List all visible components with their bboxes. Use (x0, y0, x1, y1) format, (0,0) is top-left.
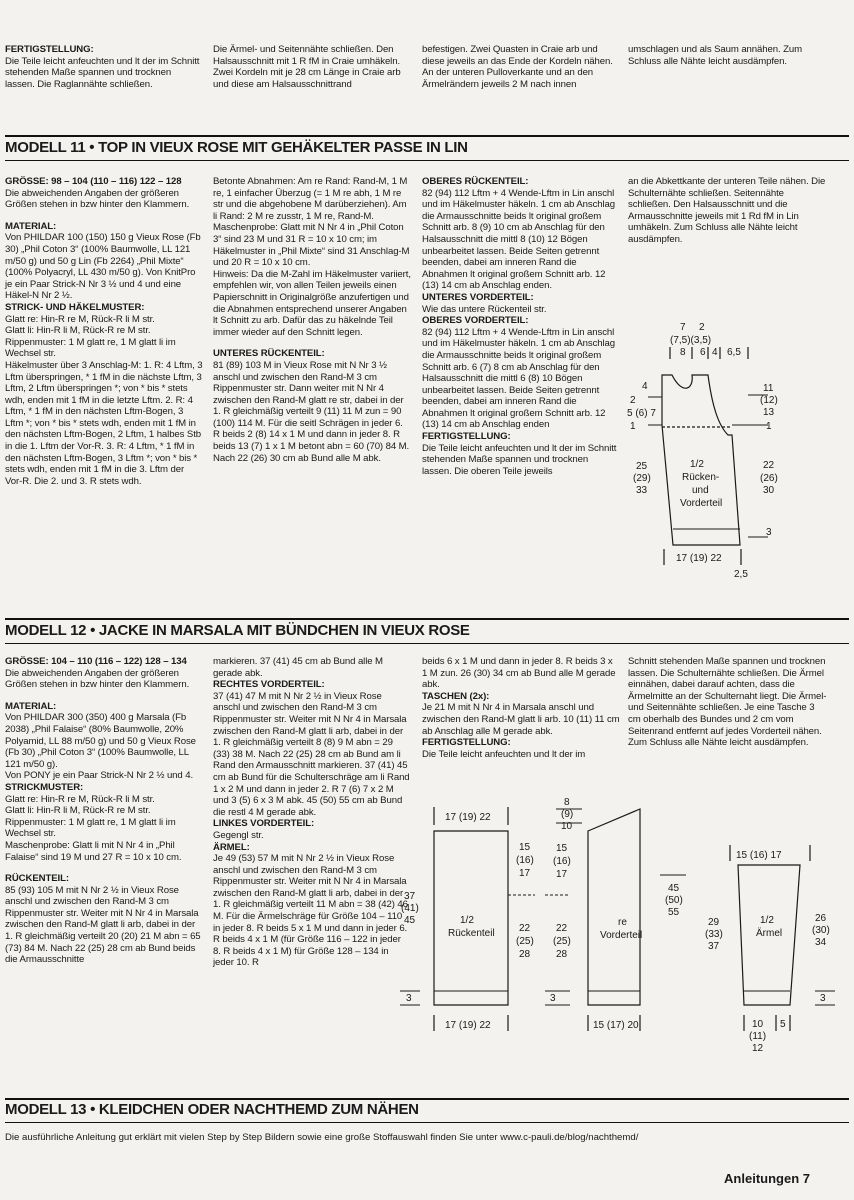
m12-col-3 (422, 656, 620, 760)
m11-left-2: 2 (630, 395, 636, 406)
intro-col-3 (422, 44, 618, 90)
m12-front-top-9: (9) (561, 809, 574, 820)
m11-top-75: (7,5)(3,5) (670, 335, 712, 346)
m11-col1-paragraph: Rippenmuster: 1 M glatt re, 1 M glatt li im Wechsel str. (5, 336, 176, 360)
m12-col-1 (5, 656, 203, 966)
m11-col3-heading: FERTIGSTELLUNG: (422, 431, 511, 443)
m12-col1-paragraph: Die abweichenden Angaben der größeren Größen stehen in bzw hinter den Klammern. (5, 667, 190, 691)
m12-sleeve-right-26: 26 (815, 913, 827, 924)
m12-back-bottom-width: 17 (19) 22 (445, 1020, 491, 1031)
m11-col1-heading: MATERIAL: (5, 220, 57, 232)
m12-front-mid-15: 15 (556, 843, 568, 854)
m12-col1-heading: STRICKMUSTER: (5, 781, 84, 793)
m12-sleeve-left-33: (33) (705, 929, 723, 940)
m11-bottom-3: 3 (766, 527, 772, 538)
m12-back-mid-16: (16) (516, 855, 534, 866)
m12-sleeve-bottom-5: 5 (780, 1019, 786, 1030)
m11-label-vorderteil: Vorderteil (680, 498, 723, 509)
m11-top-2: 2 (699, 322, 705, 333)
m12-col2-paragraph: Gegengl str. (213, 829, 264, 841)
m12-col1-spacer (5, 863, 203, 873)
m11-col2-paragraph: Maschenprobe: Glatt mit N Nr 4 in „Phil Coton 3“ sind 23 M und 31 R = 10 x 10 cm; im Häkelmuster in „Phil Mixte“ sind 31 Anschlag-M und 20 R = 10 x 10 cm. (213, 222, 410, 269)
m12-col3-paragraph: Je 21 M mit N Nr 4 in Marsala anschl und zwischen den Rand-M glatt li arb. 10 (11) 11 cm ab Anschlag alle M gerade abk. (422, 702, 620, 737)
m12-col2-heading: LINKES VORDERTEIL: (213, 818, 315, 830)
m12-bottom-rule (5, 643, 849, 644)
m11-col1-paragraph: Häkelmuster über 3 Anschlag-M: 1. R: 4 Lftm, 3 Lftm überspringen, * 1 fM in die nächste Lftm, 3 Lftm, 2 Lftm überspringen *; von * bis * stets wdh, enden mit 1 fM in die letzte Lftm. 2. R: 4 Lftm, * 1 fM in den nächsten Lftm-Bogen, 3 Lftm *; von * bis * stets wdh, enden mit 1 fM in den nächsten Lftm-Bogen, 2 Lftm, 1 halbes Stb in die 1. Lftm der Vor-R. 3. R: 4 Lftm, * 1 fM in den nächsten Lftm-Bogen, 3 Lftm *; von * bis * stets wdh, enden mit 1 fM in die 3. Lftm der Vor-R. Die 2. und 3. R stets wdh. (5, 359, 203, 487)
m11-top-7: 7 (680, 322, 686, 333)
m11-left-25: 25 (636, 461, 648, 472)
m12-col1-paragraph: Von PHILDAR 300 (350) 400 g Marsala (Fb 2038) „Phil Falaise“ (80% Baumwolle, 20% Polyamid, LL 88 m/50 g) und 50 g Vieux Rose (Fb 30) „Phil Coton 3“ (100% Baumwolle, LL 121 m/50 g). (5, 712, 196, 770)
m11-right-26: (26) (760, 473, 778, 484)
m11-col3-heading: OBERES VORDERTEIL: (422, 315, 529, 327)
m11-col-1 (5, 176, 203, 487)
m12-back-top: 17 (19) 22 (445, 812, 491, 823)
m11-col2-paragraph: Hinweis: Da die M-Zahl im Häkelmuster variiert, empfehlen wir, von allen Teilen jeweils einen Papierschnitt in Originalgröße anzufertigen und die Abnahmen entsprechend unserer Angaben lt Schnitt zu arb. Dafür das zu häkelnde Teil immer wieder auf den Schnitt legen. (213, 268, 411, 338)
m11-col2-paragraph: Betonte Abnahmen: Am re Rand: Rand-M, 1 M re, 1 einfacher Überzug (= 1 M re abh, 1 M re str und die abgehobene M darüberziehen). Am li Rand: 2 M re zusstr, 1 M re, Rand-M. (213, 176, 408, 222)
m12-col2-paragraph: Je 49 (53) 57 M mit N Nr 2 ½ in Vieux Rose anschl und zwischen den Rand-M 3 cm Rippenmuster str. Weiter mit N Nr 4 in Marsala zwischen den Rand-M glatt li arb, dabei in der 1. R gleichmäßig verteilt 11 M abn = 38 (42) 46 M. Für die Ärmelschräge für Größe 104 – 110 in jeder 8. R beids 5 x 1 M und dann in jeder 6. R beids 4 x 1 M (für Größe 116 – 122 in jeder 8. R beids 4 x 1 M) für Größe 128 – 134 in jeder 10. R (213, 853, 408, 969)
m11-col3-paragraph: 82 (94) 112 Lftm + 4 Wende-Lftm in Lin anschl und im Häkelmuster häkeln. 1 cm ab Anschlag die Armausschnitte beids lt original großem Schnitt arb. 6 (7) 8 cm ab Anschlag für den Halsausschnitt die mittl 6 (8) 10 Bögen unbearbeitet lassen. Beide Seiten getrennt beenden, dabei am inneren Rand die Abnahmen lt original großem Schnitt arb. 12 (13) 14 cm ab Anschlag enden (422, 326, 616, 431)
m12-sleeve-right-34: 34 (815, 937, 827, 948)
m12-front-lower-25: (25) (553, 936, 571, 947)
m12-back-label-half: 1/2 (460, 915, 474, 926)
m11-right-22: 22 (763, 460, 775, 471)
m11-pattern-diagram (620, 315, 850, 585)
m12-front-top-8: 8 (564, 797, 570, 808)
m12-sleeve-left-37: 37 (708, 941, 720, 952)
m12-back-left-45: 45 (404, 915, 416, 926)
m12-col1-paragraph: Rippenmuster: 1 M glatt re, 1 M glatt li im Wechsel str. (5, 816, 176, 840)
m11-col3-heading: UNTERES VORDERTEIL: (422, 291, 534, 303)
m11-left-4: 4 (642, 381, 648, 392)
m12-col1-heading: GRÖSSE: 104 – 110 (116 – 122) 128 – 134 (5, 656, 187, 667)
m12-back-left-37: 37 (404, 891, 416, 902)
m11-col1-heading: GRÖSSE: 98 – 104 (110 – 116) 122 – 128 (5, 176, 182, 187)
m12-col2-heading: RECHTES VORDERTEIL: (213, 679, 325, 691)
m11-col1-paragraph: Die abweichenden Angaben der größeren Größen stehen in bzw hinter den Klammern. (5, 187, 190, 211)
m12-col1-spacer (5, 691, 203, 701)
m12-front-top-10: 10 (561, 821, 573, 832)
m12-sleeve-left-29: 29 (708, 917, 720, 928)
m11-top-6: 6 (700, 347, 706, 358)
m12-front-mid-17: 17 (556, 869, 568, 880)
intro-text-4: umschlagen und als Saum annähen. Zum Schluss alle Nähte leicht ausdämpfen. (628, 44, 802, 67)
intro-col-4 (628, 44, 824, 67)
m12-col1-paragraph: Glatt li: Hin-R li M, Rück-R re M str. (5, 805, 151, 817)
m11-top-8: 8 (680, 347, 686, 358)
m11-bottom-25: 2,5 (734, 569, 748, 580)
intro-text-3: befestigen. Zwei Quasten in Craie arb und diese jeweils an das Ende der Kordeln nähen. An der unteren Pulloverkante und an den Ärmelrändern jeweils 2 M nach innen (422, 44, 613, 90)
m12-sleeve-right-30: (30) (812, 925, 830, 936)
intro-col-1 (5, 44, 201, 90)
m12-front-bottom-3: 3 (550, 993, 556, 1004)
m12-sleeve-top: 15 (16) 17 (736, 850, 782, 861)
m12-back-lower-22: 22 (519, 923, 531, 934)
m11-label-half: 1/2 (690, 459, 704, 470)
m12-back-label: Rückenteil (448, 928, 495, 939)
m12-back-mid-17: 17 (519, 868, 531, 879)
m12-col1-paragraph: Maschenprobe: Glatt li mit N Nr 4 in „Phil Falaise“ sind 19 M und 27 R = 10 x 10 cm. (5, 839, 182, 863)
m11-top-4: 4 (712, 347, 718, 358)
m12-col3-paragraph: Die Teile leicht anfeuchten und lt der im (422, 748, 586, 760)
intro-heading: FERTIGSTELLUNG: (5, 44, 94, 55)
m12-front-lower-28: 28 (556, 949, 568, 960)
m12-front-label: Vorderteil (600, 930, 643, 941)
m12-front-lower-22: 22 (556, 923, 568, 934)
intro-text-2: Die Ärmel- und Seitennähte schließen. Den Halsausschnitt mit 1 R fM in Craie umhäkeln. Zwei Kordeln mit je 28 cm Länge in Craie arb und diese am Halsausschnittrand (213, 44, 401, 90)
m11-top-rule (5, 135, 849, 137)
m12-col3-paragraph: beids 6 x 1 M und dann in jeder 8. R beids 3 x 1 M zun. 26 (30) 34 cm ab Bund alle M gerade abk. (422, 656, 616, 691)
m11-col3-heading: OBERES RÜCKENTEIL: (422, 176, 529, 187)
m12-front-right-45: 45 (668, 883, 680, 894)
m11-top-65: 6,5 (727, 347, 741, 358)
m11-col3-paragraph: Wie das untere Rückenteil str. (422, 303, 547, 315)
m11-col2-spacer (213, 338, 411, 348)
m12-col1-paragraph: 85 (93) 105 M mit N Nr 2 ½ in Vieux Rose anschl und zwischen den Rand-M 3 cm Rippenmuster str. Weiter mit N Nr 4 in Marsala zwischen den Rand-M glatt li arb, dabei in der 1. R gleichmäßig verteilt 20 (20) 21 M abn = 65 (73) 84 M. Nach 22 (25) 28 cm ab Bund beids die Armausschnitte (5, 884, 201, 966)
m11-right-1: 1 (766, 421, 772, 432)
m12-title: MODELL 12 • JACKE IN MARSALA MIT BÜNDCHEN IN VIEUX ROSE (5, 622, 470, 639)
m11-left-33: 33 (636, 485, 648, 496)
m12-col1-paragraph: Von PONY je ein Paar Strick-N Nr 2 ½ und 4. (5, 770, 194, 782)
m12-col1-paragraph: Glatt re: Hin-R re M, Rück-R li M str. (5, 793, 155, 805)
m13-title: MODELL 13 • KLEIDCHEN ODER NACHTHEMD ZUM NÄHEN (5, 1101, 419, 1118)
intro-col-2 (213, 44, 409, 90)
m11-col2-paragraph: 81 (89) 103 M in Vieux Rose mit N Nr 3 ½ anschl und zwischen den Rand-M 3 cm Rippenmuster str. Dann weiter mit N Nr 4 zwischen den Rand-M glatt re str, dabei in der 1. R gleichmäßig verteilt 9 (11) 11 M zun = 90 (100) 114 M. Für die seitl Schrägen in jeder 6. R beids 2 (8) 14 x 1 M und dann in jeder 8. R beids 13 (7) 1 x 1 M betont abn = 60 (70) 84 M. Nach 22 (26) 30 cm ab Bund alle M abk. (213, 359, 410, 464)
m11-col3-paragraph: Die Teile leicht anfeuchten und lt der im Schnitt stehenden Maße spannen und trocknen lassen. Die oberen Teile jeweils (422, 442, 617, 477)
m13-bottom-rule (5, 1122, 849, 1123)
m12-sleeve-bottom-12: 12 (752, 1043, 764, 1054)
m11-title: MODELL 11 • TOP IN VIEUX ROSE MIT GEHÄKELTER PASSE IN LIN (5, 139, 468, 156)
m11-col-2 (213, 176, 411, 464)
m11-col2-heading: UNTERES RÜCKENTEIL: (213, 348, 325, 360)
m12-sleeve-label: Ärmel (756, 928, 783, 939)
m12-col-2 (213, 656, 411, 969)
m11-col1-heading: STRICK- UND HÄKELMUSTER: (5, 301, 145, 313)
m11-bottom-rule (5, 160, 849, 161)
m11-col1-paragraph: Glatt re: Hin-R re M, Rück-R li M str. (5, 313, 155, 325)
m11-col-3 (422, 176, 620, 477)
m12-back-mid-15: 15 (519, 842, 531, 853)
intro-text-1: Die Teile leicht anfeuchten und lt der im Schnitt stehenden Maße spannen und trocknen lassen. Die Raglannähte schließen. (5, 55, 200, 90)
m12-top-rule (5, 618, 849, 620)
m12-front-bottom-width: 15 (17) 20 (593, 1020, 639, 1031)
m11-label-und: und (692, 485, 709, 496)
m11-col1-spacer (5, 211, 203, 221)
m12-col1-heading: RÜCKENTEIL: (5, 873, 69, 885)
m12-sleeve-label-half: 1/2 (760, 915, 774, 926)
m11-left-567: 5 (6) 7 (627, 408, 656, 419)
m11-col1-paragraph: Von PHILDAR 100 (150) 150 g Vieux Rose (Fb 30) „Phil Coton 3“ (100% Baumwolle, LL 121 m/50 g) und 50 g Lin (Fb 2264) „Phil Mixte“ (100% Polyacryl, LL 430 m/50 g). Von KnitPro je ein Paar Strick-N Nr 3 ½ und 4 und eine Häkel-N Nr 2 ½. (5, 232, 201, 302)
m12-sleeve-bottom-11: (11) (749, 1031, 767, 1042)
m11-col-4 (628, 176, 828, 246)
m12-front-right-55: 55 (668, 907, 680, 918)
m12-col-4 (628, 656, 828, 749)
m12-col4-text: Schnitt stehenden Maße spannen und trocknen lassen. Die Schulternähte schließen. Die Ärmel einnähen, dabei darauf achten, dass die Ärmelmitte an der Schulternaht liegt. Die Ärmel- und Seitennähte schließen. Je eine Tasche 3 cm oberhalb des Bundes und 2 cm vom Seitenrand entfernt auf jedes Vorderteil nähen. Zum Schluss alle Nähte leicht ausdämpfen. (628, 656, 827, 749)
m11-right-30: 30 (763, 485, 775, 496)
m12-col1-heading: MATERIAL: (5, 700, 57, 712)
m12-col2-heading: ÄRMEL: (213, 841, 250, 853)
m11-right-12: (12) (760, 395, 778, 406)
m13-text: Die ausführliche Anleitung gut erklärt mit vielen Step by Step Bildern sowie eine große Stoffauswahl finden Sie unter www.c-pauli.de/blog/nachthemd/ (5, 1132, 639, 1143)
m12-pattern-diagrams (390, 795, 850, 1060)
m11-left-1: 1 (630, 421, 636, 432)
m12-back-bottom-3: 3 (406, 993, 412, 1004)
m12-sleeve-bottom-10: 10 (752, 1019, 764, 1030)
m12-col3-heading: TASCHEN (2x): (422, 690, 490, 702)
m11-right-11: 11 (763, 383, 774, 394)
m12-back-lower-28: 28 (519, 949, 531, 960)
m12-back-left-41: (41) (401, 903, 419, 914)
m12-front-right-50: (50) (665, 895, 683, 906)
m12-front-label-re: re (618, 917, 627, 928)
m11-col3-paragraph: 82 (94) 112 Lftm + 4 Wende-Lftm in Lin anschl und im Häkelmuster häkeln. 1 cm ab Anschlag die Armausschnitte beids lt original großem Schnitt arb. 8 (9) 10 cm ab Anschlag für den Halsausschnitt die mittl 8 (10) 12 Bögen unbearbeitet lassen. Beide Seiten getrennt beenden, dabei am inneren Rand die Abnahmen lt original großem Schnitt arb. 12 (13) 14 cm ab Anschlag enden. (422, 187, 616, 292)
m13-top-rule (5, 1098, 849, 1100)
m12-back-lower-25: (25) (516, 936, 534, 947)
m11-label-ruecken: Rücken- (682, 472, 720, 483)
m11-bottom-width: 17 (19) 22 (676, 553, 722, 564)
m11-col4-text: an die Abkettkante der unteren Teile nähen. Die Schulternähte schließen. Seitennähte schließen. Den Halsausschnitt und die Armausschnitte jeweils mit 1 Rd fM in Lin umhäkeln. Zum Schluss alle Nähte leicht ausdämpfen. (628, 176, 826, 245)
m11-col1-paragraph: Glatt li: Hin-R li M, Rück-R re M str. (5, 325, 151, 337)
m12-col2-paragraph: 37 (41) 47 M mit N Nr 2 ½ in Vieux Rose anschl und zwischen den Rand-M 3 cm Rippenmuster str. Weiter mit N Nr 4 in Marsala zwischen den Rand-M glatt li arb, dabei in der 1. R gleichmäßig verteilt 8 (8) 9 M abn = 29 (33) 38 M. Nach 22 (25) 28 cm ab Bund am li Rand den Armausschnitt markieren. 37 (41) 45 cm ab Bund für die Schulterschräge am li Rand 1 x 2 M und dann in jeder 2. R 7 (6) 7 x 2 M und 3 (5) 6 x 3 M abk. 45 (50) 55 cm ab Bund die restl 4 M gerade abk. (213, 690, 410, 818)
m12-front-mid-16: (16) (553, 856, 571, 867)
m12-col2-paragraph: markieren. 37 (41) 45 cm ab Bund alle M gerade abk. (213, 656, 383, 679)
m11-right-13: 13 (763, 407, 775, 418)
m12-col3-heading: FERTIGSTELLUNG: (422, 737, 511, 749)
m11-left-29: (29) (633, 473, 651, 484)
m12-sleeve-bottom-3: 3 (820, 993, 826, 1004)
page-footer: Anleitungen 7 (724, 1171, 810, 1186)
